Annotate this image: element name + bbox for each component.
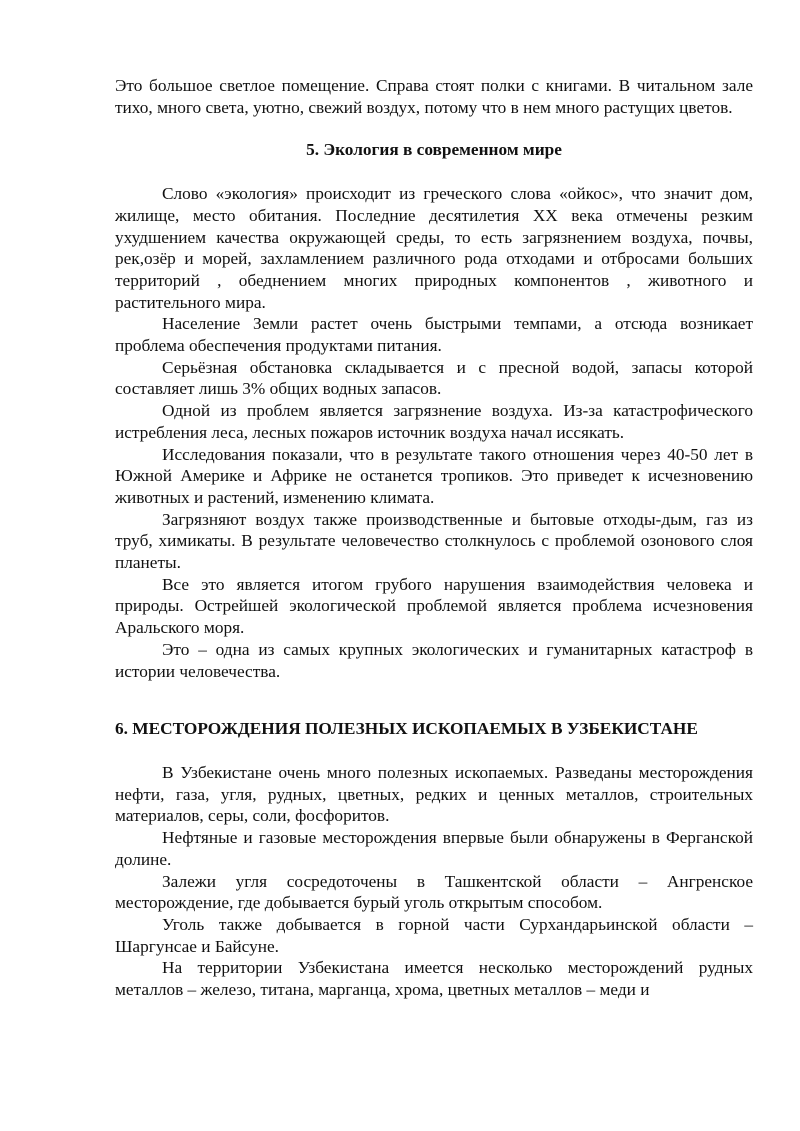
section-5-title: 5. Экология в современном мире [306, 140, 562, 160]
paragraph: Слово «экология» происходит из греческого слова «ойкос», что значит дом, жилище, место обитания. Последние десятилетия XX века отмечены резким ухудшением качества окружающей среды, то есть загрязнением воздуха, почвы, рек,озёр и морей, захламлением различного рода отходами и отбросами больших территорий , обеднением многих природных компонентов , животного и растительного мира. [115, 184, 753, 312]
document-page [115, 75, 753, 1001]
paragraph: Исследования показали, что в результате такого отношения через 40-50 лет в Южной Америке и Африке не останется тропиков. Это приведет к исчезновению животных и растений, изменению климата. [115, 444, 753, 507]
paragraph: Загрязняют воздух также производственные и бытовые отходы-дым, газ из труб, химикаты. В результате человечество столкнулось с проблемой озонового слоя планеты. [115, 509, 753, 573]
paragraph: В Узбекистане очень много полезных ископаемых. Разведаны месторождения нефти, газа, угля, рудных, цветных, редких и ценных металлов, строительных материалов, серы, соли, фосфоритов. [115, 762, 753, 826]
spacer [115, 682, 753, 718]
intro-paragraph: Это большое светлое помещение. Справа стоят полки с книгами. В читальном зале тихо, много света, уютно, свежий воздух, потому что в нем много растущих цветов. [115, 76, 753, 117]
section-6-body [115, 762, 753, 1001]
paragraph: Залежи угля сосредоточены в Ташкентской области – Ангренское месторождение, где добывается бурый уголь открытым способом. [115, 871, 753, 913]
section-6-title: 6. МЕСТОРОЖДЕНИЯ ПОЛЕЗНЫХ ИСКОПАЕМЫХ В УЗБЕКИСТАНЕ [115, 719, 698, 739]
spacer [115, 740, 753, 762]
paragraph: Все это является итогом грубого нарушения взаимодействия человека и природы. Острейшей экологической проблемой является проблема исчезновения Аральского моря. [115, 574, 753, 638]
paragraph: Серьёзная обстановка складывается и с пресной водой, запасы которой составляет лишь 3% общих водных запасов. [115, 357, 753, 399]
paragraph: Одной из проблем является загрязнение воздуха. Из-за катастрофического истребления леса, лесных пожаров источник воздуха начал иссякать. [115, 401, 753, 442]
paragraph: Нефтяные и газовые месторождения впервые были обнаружены в Ферганской долине. [115, 828, 753, 869]
spacer [115, 161, 753, 183]
paragraph: На территории Узбекистана имеется несколько месторождений рудных металлов – железо, титана, марганца, хрома, цветных металлов – меди и [115, 958, 753, 1000]
spacer [115, 118, 753, 139]
section-5-body [115, 183, 753, 682]
paragraph: Население Земли растет очень быстрыми темпами, а отсюда возникает проблема обеспечения продуктами питания. [115, 314, 753, 356]
paragraph: Это – одна из самых крупных экологических и гуманитарных катастроф в истории человечества. [115, 639, 753, 681]
paragraph: Уголь также добывается в горной части Сурхандарьинской области – Шаргунсае и Байсуне. [115, 914, 753, 956]
